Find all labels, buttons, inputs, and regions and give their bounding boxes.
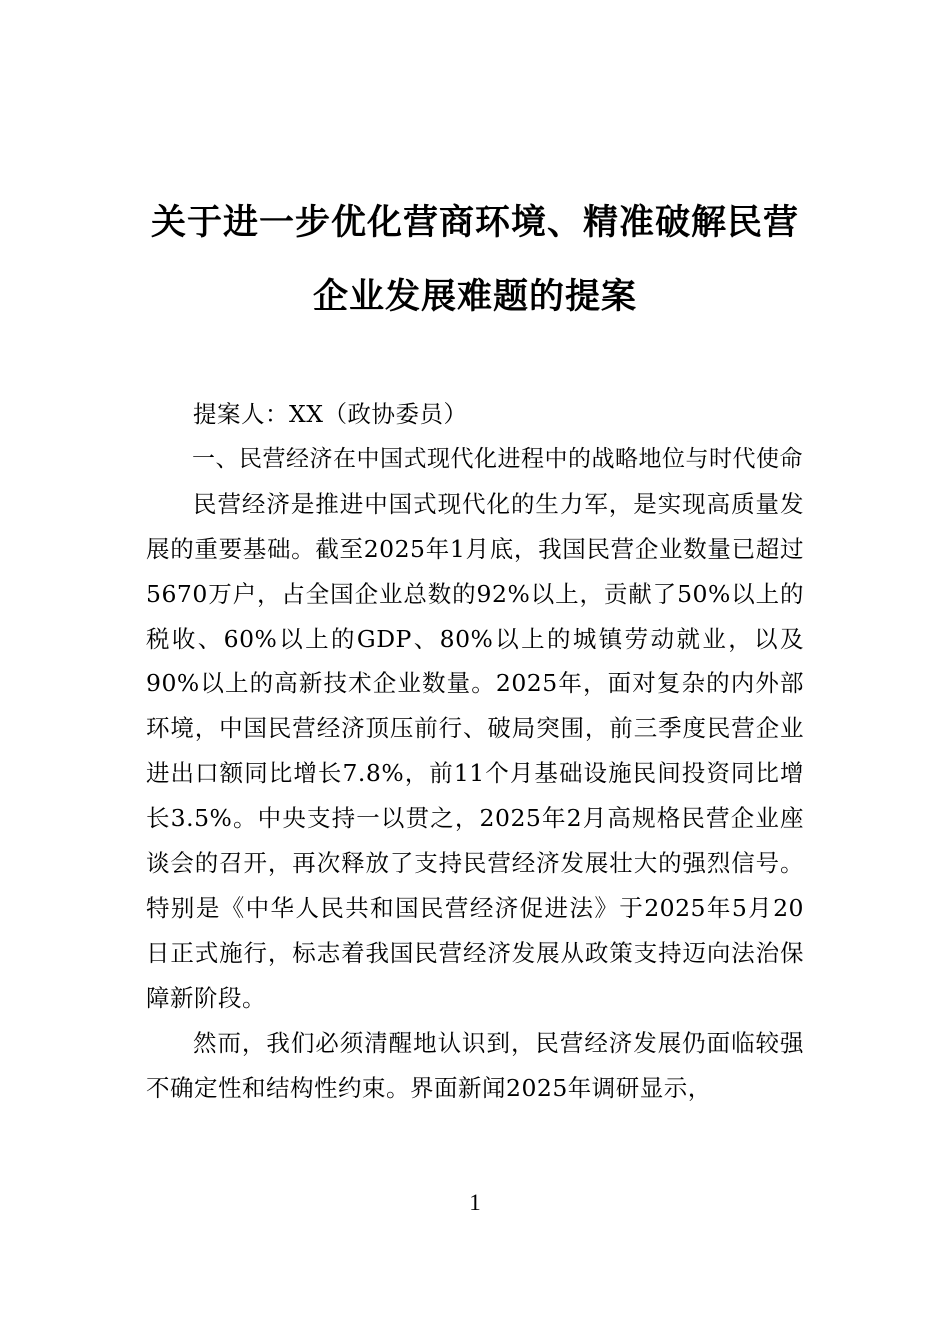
page-number: 1 — [469, 1190, 481, 1215]
body-paragraph-2: 然而，我们必须清醒地认识到，民营经济发展仍面临较强不确定性和结构性约束。界面新闻2025年调研显示， — [146, 1028, 804, 1102]
document-body — [146, 392, 804, 1111]
document-title — [100, 186, 850, 334]
title-line-2: 企业发展难题的提案 — [312, 276, 637, 317]
proposer-line: 提案人：XX（政协委员） — [193, 400, 468, 428]
section-heading-1: 一、民营经济在中国式现代化进程中的战略地位与时代使命 — [192, 445, 803, 472]
title-line-1: 关于进一步优化营商环境、精准破解民营 — [150, 202, 799, 243]
body-paragraph-1: 民营经济是推进中国式现代化的生力军，是实现高质量发展的重要基础。截至2025年1月底，我国民营企业数量已超过5670万户，占全国企业总数的92%以上，贡献了50%以上的税收、60%以上的GDP、80%以上的城镇劳动就业，以及90%以上的高新技术企业数量。2025年，面对复杂的内外部环境，中国民营经济顶压前行、破局突围，前三季度民营企业进出口额同比增长7.8%，前11个月基础设施民间投资同比增长3.5%。中央支持一以贯之，2025年2月高规格民营企业座谈会的召开，再次释放了支持民营经济发展壮大的强烈信号。特别是《中华人民共和国民营经济促进法》于2025年5月20日正式施行，标志着我国民营经济发展从政策支持迈向法治保障新阶段。 — [146, 489, 804, 1012]
